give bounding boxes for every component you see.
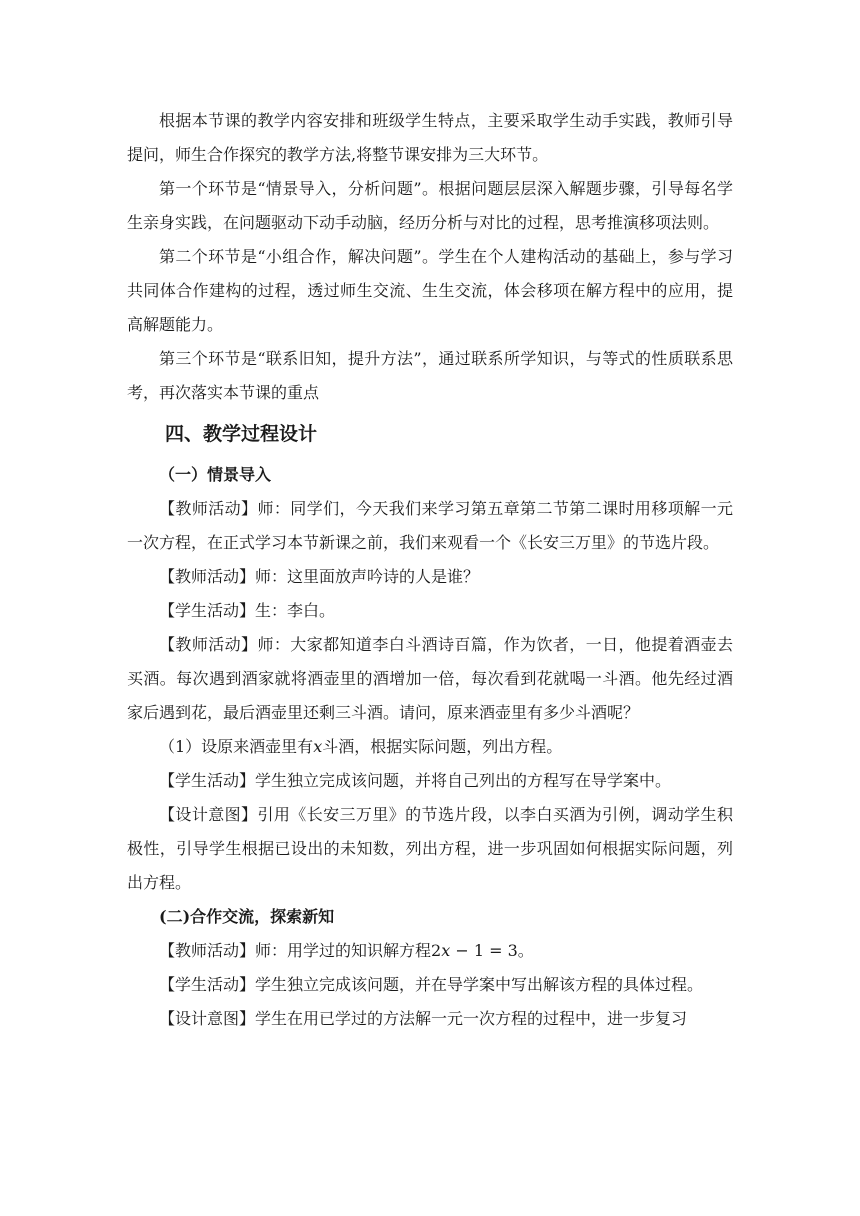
teacher-activity-1: 【教师活动】师：同学们，今天我们来学习第五章第二节第二课时用移项解一元一次方程，在正式学习本节新课之前，我们来观看一个《长安三万里》的节选片段。 xyxy=(127,499,733,552)
subsection-heading-cooperation: (二)合作交流，探索新知 xyxy=(159,907,335,926)
paragraph-stage-one: 第一个环节是“情景导入，分析问题”。根据问题层层深入解题步骤，引导每名学生亲身实践，在问题驱动下动手动脑，经历分析与对比的过程，思考推演移项法则。 xyxy=(127,179,733,232)
student-activity-3: 【学生活动】学生独立完成该问题，并在导学案中写出解该方程的具体过程。 xyxy=(159,975,704,994)
question-1 xyxy=(127,730,733,764)
paragraph-stage-three: 第三个环节是“联系旧知，提升方法”，通过联系所学知识，与等式的性质联系思考，再次落实本节课的重点 xyxy=(127,349,733,402)
design-intent-1: 【设计意图】引用《长安三万里》的节选片段，以李白买酒为引例，调动学生积极性，引导学生根据已设出的未知数，列出方程，进一步巩固如何根据实际问题，列出方程。 xyxy=(127,805,733,892)
equation-variable: x xyxy=(441,941,451,960)
paragraph-stage-two: 第二个环节是“小组合作，解决问题”。学生在个人建构活动的基础上，参与学习共同体合作建构的过程，透过师生交流、生生交流，体会移项在解方程中的应用，提高解题能力。 xyxy=(127,247,733,334)
student-activity-2: 【学生活动】学生独立完成该问题，并将自己列出的方程写在导学案中。 xyxy=(159,771,672,790)
teacher-activity-3: 【教师活动】师：大家都知道李白斗酒诗百篇，作为饮者，一日，他提着酒壶去买酒。每次遇到酒家就将酒壶里的酒增加一倍，每次看到花就喝一斗酒。他先经过酒家后遇到花，最后酒壶里还剩三斗酒。请问，原来酒壶里有多少斗酒呢？ xyxy=(127,635,733,722)
subsection-heading-intro: （一）情景导入 xyxy=(159,465,272,484)
student-activity-1: 【学生活动】生：李白。 xyxy=(159,601,336,620)
variable-x: x xyxy=(313,737,323,756)
equation-coefficient: 2 xyxy=(431,941,442,960)
design-intent-2: 【设计意图】学生在用已学过的方法解一元一次方程的过程中，进一步复习 xyxy=(159,1009,688,1028)
equation-rest: − 1 = 3 xyxy=(450,941,518,960)
teacher-activity-4-end: 。 xyxy=(517,941,534,960)
section-heading: 四、教学过程设计 xyxy=(165,423,318,445)
teacher-activity-2: 【教师活动】师：这里面放声吟诗的人是谁？ xyxy=(159,567,480,586)
question-1-text-before: （1）设原来酒壶里有 xyxy=(159,737,314,756)
document-page xyxy=(127,104,733,1036)
paragraph-method: 根据本节课的教学内容安排和班级学生特点，主要采取学生动手实践，教师引导提问，师生合作探究的教学方法,将整节课安排为三大环节。 xyxy=(127,111,733,164)
question-1-text-after: 斗酒，根据实际问题，列出方程。 xyxy=(322,737,563,756)
equation xyxy=(431,941,518,960)
teacher-activity-4-text: 【教师活动】师：用学过的知识解方程 xyxy=(159,941,432,960)
teacher-activity-4 xyxy=(127,934,733,968)
